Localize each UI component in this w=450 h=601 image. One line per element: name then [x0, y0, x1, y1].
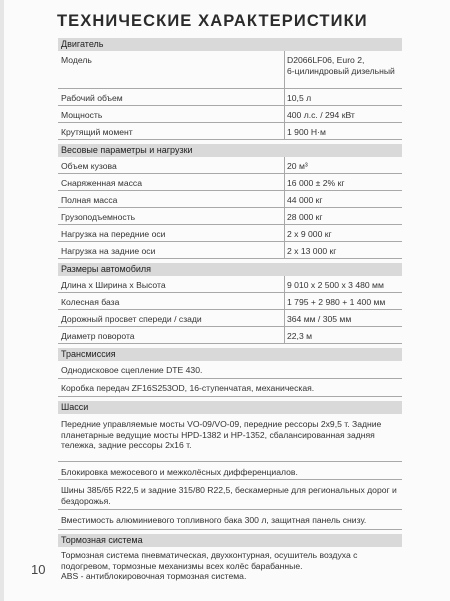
- spec-label: Нагрузка на передние оси: [61, 229, 166, 239]
- spec-note: Передние управляемые мосты VO-09/VO-09, передние рессоры 2х9,5 т. Задние планетарные ведущие мосты HPD-1382 и HP-1352, сбалансированная задняя тележка, задние рессоры 2х16 т.: [58, 414, 402, 462]
- spec-row: [58, 106, 402, 123]
- spec-note: ABS - антиблокировочная тормозная система.: [61, 571, 247, 582]
- spec-row: [58, 174, 402, 191]
- spec-note: Шины 385/65 R22,5 и задние 315/80 R22,5, бескамерные для региональных дорог и бездорожья.: [58, 480, 402, 510]
- spec-value: 400 л.с. / 294 кВт: [284, 106, 402, 122]
- spec-row: [58, 242, 402, 259]
- spec-note: Коробка передач ZF16S253OD, 16-ступенчатая, механическая.: [58, 379, 402, 397]
- section-heading-weights: Весовые параметры и нагрузки: [58, 144, 402, 157]
- spec-label: Снаряженная масса: [61, 178, 142, 188]
- spec-label: Модель: [61, 55, 92, 65]
- spec-label: Мощность: [61, 110, 103, 120]
- spec-value: 1 795 + 2 980 + 1 400 мм: [284, 293, 402, 309]
- spec-value-line: 6-цилиндровый дизельный: [287, 65, 395, 76]
- spec-value: 16 000 ± 2% кг: [284, 174, 402, 190]
- spec-value: 28 000 кг: [284, 208, 402, 224]
- section-heading-brakes: Тормозная система: [58, 534, 402, 547]
- spec-label: Грузоподъемность: [61, 212, 136, 222]
- spec-note: Тормозная система пневматическая, двухконтурная, осушитель воздуха с подогревом, тормозные механизмы всех колёс барабанные.: [61, 550, 358, 571]
- spec-label: Диаметр поворота: [61, 331, 135, 341]
- section-heading-chassis: Шасси: [58, 401, 402, 414]
- spec-value: 364 мм / 305 мм: [284, 310, 402, 326]
- spec-row: [58, 293, 402, 310]
- page-edge: [0, 0, 4, 601]
- spec-value: 9 010 х 2 500 х 3 480 мм: [284, 276, 402, 292]
- section-heading-engine: Двигатель: [58, 38, 402, 51]
- spec-value: 2 х 9 000 кг: [284, 225, 402, 241]
- spec-label: Полная масса: [61, 195, 118, 205]
- section-heading-transmission: Трансмиссия: [58, 348, 402, 361]
- page-number: 10: [31, 562, 46, 577]
- spec-label: Длина х Ширина х Высота: [61, 280, 166, 290]
- spec-row: [58, 310, 402, 327]
- spec-note: Однодисковое сцепление DTE 430.: [58, 361, 402, 379]
- spec-row: [58, 208, 402, 225]
- spec-row: [58, 123, 402, 140]
- spec-note: Вместимость алюминиевого топливного бака 300 л, защитная панель снизу.: [58, 510, 402, 530]
- spec-row: [58, 276, 402, 293]
- spec-row: [58, 191, 402, 208]
- spec-value: 44 000 кг: [284, 191, 402, 207]
- spec-value: 20 м³: [284, 157, 402, 173]
- spec-label: Нагрузка на задние оси: [61, 246, 156, 256]
- spec-value-line: D2066LF06, Euro 2,: [287, 55, 365, 65]
- spec-row: [58, 51, 402, 89]
- spec-label: Объем кузова: [61, 161, 117, 171]
- page-title: ТЕХНИЧЕСКИЕ ХАРАКТЕРИСТИКИ: [57, 12, 368, 30]
- section-heading-dimensions: Размеры автомобиля: [58, 263, 402, 276]
- spec-value: 10,5 л: [284, 89, 402, 105]
- spec-value: 1 900 Н·м: [284, 123, 402, 139]
- spec-row: [58, 225, 402, 242]
- spec-value: 22,3 м: [284, 327, 402, 343]
- spec-value: 2 х 13 000 кг: [284, 242, 402, 258]
- spec-label: Рабочий объем: [61, 93, 123, 103]
- spec-row: [58, 157, 402, 174]
- spec-label: Крутящий момент: [61, 127, 133, 137]
- spec-row: [58, 89, 402, 106]
- spec-value: [284, 51, 402, 88]
- spec-table: [58, 38, 402, 582]
- spec-row: [58, 327, 402, 344]
- spec-label: Дорожный просвет спереди / сзади: [61, 314, 202, 324]
- spec-note: Блокировка межосевого и межколёсных дифференциалов.: [58, 462, 402, 480]
- spec-label: Колесная база: [61, 297, 120, 307]
- brakes-text: [58, 547, 402, 582]
